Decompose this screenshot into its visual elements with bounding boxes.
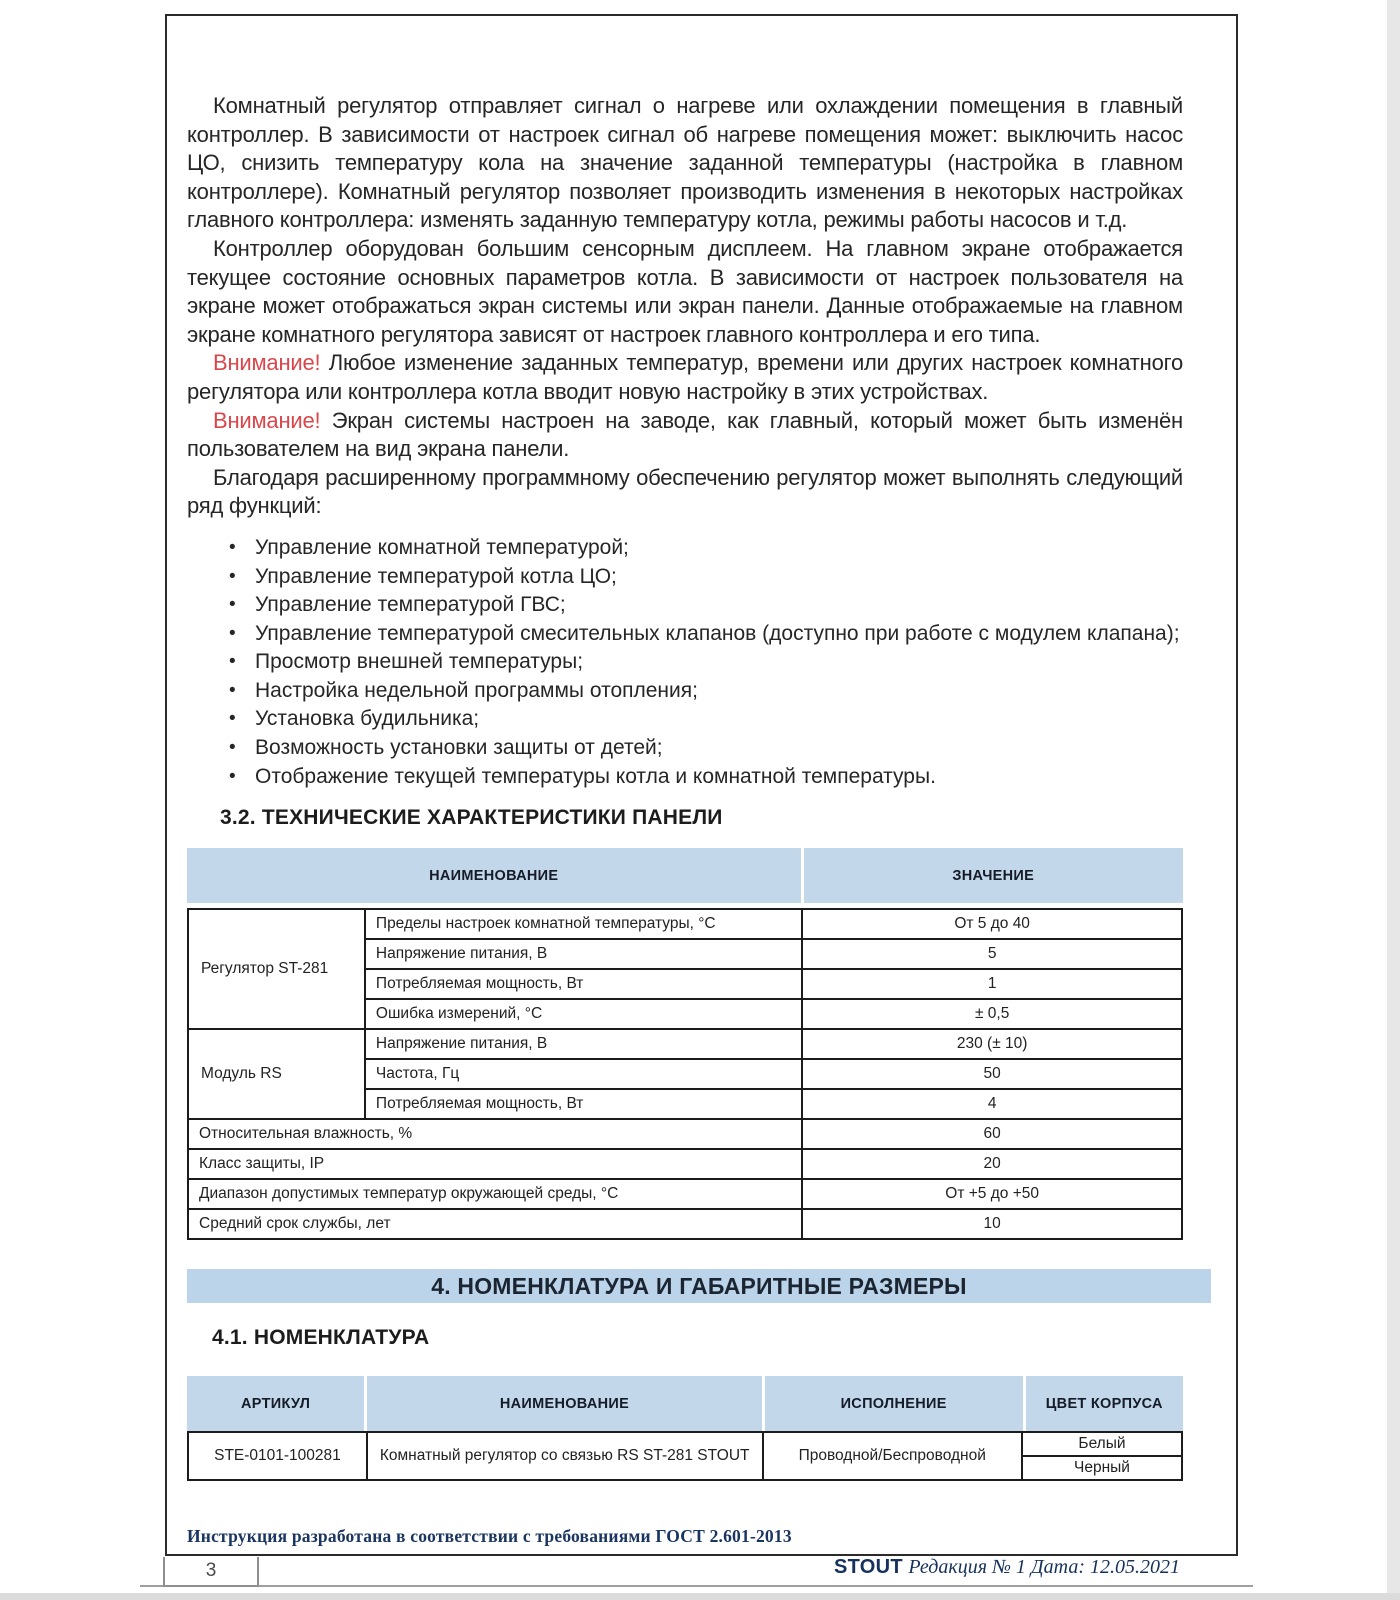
section-4-banner: 4. НОМЕНКЛАТУРА И ГАБАРИТНЫЕ РАЗМЕРЫ: [187, 1269, 1211, 1303]
value-cell: 230 (± 10): [802, 1029, 1182, 1059]
param-cell: Потребляемая мощность, Вт: [365, 1089, 802, 1119]
nomen-header-color: ЦВЕТ КОРПУСА: [1026, 1376, 1183, 1431]
spec-table-header: [187, 848, 1183, 903]
list-item: • Управление температурой ГВС;: [255, 591, 1183, 620]
table-row: [188, 1029, 1182, 1059]
nomen-header-name: НАИМЕНОВАНИЕ: [367, 1376, 761, 1431]
value-cell: 50: [802, 1059, 1182, 1089]
value-cell: 4: [802, 1089, 1182, 1119]
footer-rule: [140, 1585, 1253, 1587]
param-cell: Пределы настроек комнатной температуры, °С: [365, 909, 802, 939]
param-cell: Ошибка измерений, °С: [365, 999, 802, 1029]
paragraph-text: Комнатный регулятор отправляет сигнал о нагреве или охлаждении помещения в главный контроллер. В зависимости от настроек сигнал об нагреве помещения может: выключить насос ЦО, снизить температуру кола на значение заданной температуры (настройка в главном контроллере). Комнатный регулятор позволяет производить изменения в некоторых настройках главного контроллера: изменять заданную температуру котла, режимы работы насосов и т.д.: [187, 93, 1183, 233]
function-bullet-list: [187, 534, 1183, 791]
page-content: [167, 16, 1236, 1554]
page-frame: [165, 14, 1238, 1556]
page-number-tab: 3: [163, 1557, 259, 1587]
table-row: [188, 1432, 1182, 1456]
spec-table: [187, 908, 1183, 1240]
name-cell: Комнатный регулятор со связью RS ST-281 STOUT: [367, 1432, 763, 1480]
paragraph-text: Экран системы настроен на заводе, как главный, который может быть изменён пользователем на вид экрана панели.: [187, 407, 1183, 462]
value-cell: 5: [802, 939, 1182, 969]
article-cell: STE-0101-100281: [188, 1432, 367, 1480]
table-row: [188, 1209, 1182, 1239]
param-cell: Относительная влажность, %: [188, 1119, 802, 1149]
list-item: • Установка будильника;: [255, 705, 1183, 734]
value-cell: 10: [802, 1209, 1182, 1239]
list-item: • Управление температурой котла ЦО;: [255, 563, 1183, 592]
footer-right: [600, 1556, 1180, 1579]
table-row: [188, 1149, 1182, 1179]
right-edge-shadow: [1387, 0, 1400, 1600]
param-cell: Напряжение питания, В: [365, 939, 802, 969]
param-cell: Потребляемая мощность, Вт: [365, 969, 802, 999]
paragraph: [187, 349, 1183, 406]
type-cell: Проводной/Беспроводной: [763, 1432, 1022, 1480]
nomenclature-header: [187, 1376, 1183, 1431]
spec-header-value: ЗНАЧЕНИЕ: [804, 848, 1183, 903]
value-cell: От +5 до +50: [802, 1179, 1182, 1209]
paragraph: [187, 464, 1183, 521]
list-item: • Настройка недельной программы отопления;: [255, 677, 1183, 706]
param-cell: Диапазон допустимых температур окружающей среды, °С: [188, 1179, 802, 1209]
list-item: • Возможность установки защиты от детей;: [255, 734, 1183, 763]
bottom-edge-shadow: [0, 1593, 1400, 1600]
paragraph: [187, 92, 1183, 235]
value-cell: 60: [802, 1119, 1182, 1149]
footer-revision: Редакция № 1 Дата: 12.05.2021: [908, 1556, 1180, 1578]
color-cell-white: Белый: [1022, 1432, 1182, 1456]
gost-note: Инструкция разработана в соответствии с требованиями ГОСТ 2.601-2013: [187, 1526, 792, 1546]
nomen-header-type: ИСПОЛНЕНИЕ: [765, 1376, 1023, 1431]
spec-header-name: НАИМЕНОВАНИЕ: [187, 848, 801, 903]
group-label-regulator: Регулятор ST-281: [188, 909, 365, 1029]
value-cell: От 5 до 40: [802, 909, 1182, 939]
table-row: [188, 1179, 1182, 1209]
paragraph-text: Любое изменение заданных температур, времени или других настроек комнатного регулятора или контроллера котла вводит новую настройку в этих устройствах.: [187, 350, 1183, 404]
param-cell: Средний срок службы, лет: [188, 1209, 802, 1239]
param-cell: Частота, Гц: [365, 1059, 802, 1089]
warning-label: Внимание!: [213, 350, 321, 376]
table-row: [188, 1119, 1182, 1149]
warning-label: Внимание!: [213, 407, 321, 433]
nomen-header-article: АРТИКУЛ: [187, 1376, 364, 1431]
nomenclature-table: [187, 1431, 1183, 1481]
section-41-title: 4.1. НОМЕНКЛАТУРА: [212, 1326, 430, 1350]
list-item: • Отображение текущей температуры котла и комнатной температуры.: [255, 763, 1183, 792]
group-label-module: Модуль RS: [188, 1029, 365, 1119]
param-cell: Напряжение питания, В: [365, 1029, 802, 1059]
value-cell: 20: [802, 1149, 1182, 1179]
value-cell: ± 0,5: [802, 999, 1182, 1029]
color-cell-black: Черный: [1022, 1456, 1182, 1480]
list-item: • Управление температурой смесительных клапанов (доступно при работе с модулем клапана);: [255, 620, 1183, 649]
param-cell: Класс защиты, IP: [188, 1149, 802, 1179]
paragraph-text: Благодаря расширенному программному обеспечению регулятор может выполнять следующий ряд функций:: [187, 464, 1183, 519]
footer-brand: STOUT: [833, 1556, 903, 1578]
value-cell: 1: [802, 969, 1182, 999]
paragraph-text: Контроллер оборудован большим сенсорным дисплеем. На главном экране отображается текущее состояние основных параметров котла. В зависимости от настроек пользователя на экране может отображаться экран системы или экран панели. Данные отображаемые на главном экране комнатного регулятора зависят от настроек главного контроллера и его типа.: [187, 235, 1183, 347]
table-row: [188, 909, 1182, 939]
paragraph: [187, 407, 1183, 464]
section-32-title: 3.2. ТЕХНИЧЕСКИЕ ХАРАКТЕРИСТИКИ ПАНЕЛИ: [220, 806, 723, 830]
paragraph: [187, 235, 1183, 349]
list-item: • Просмотр внешней температуры;: [255, 648, 1183, 677]
list-item: • Управление комнатной температурой;: [255, 534, 1183, 563]
